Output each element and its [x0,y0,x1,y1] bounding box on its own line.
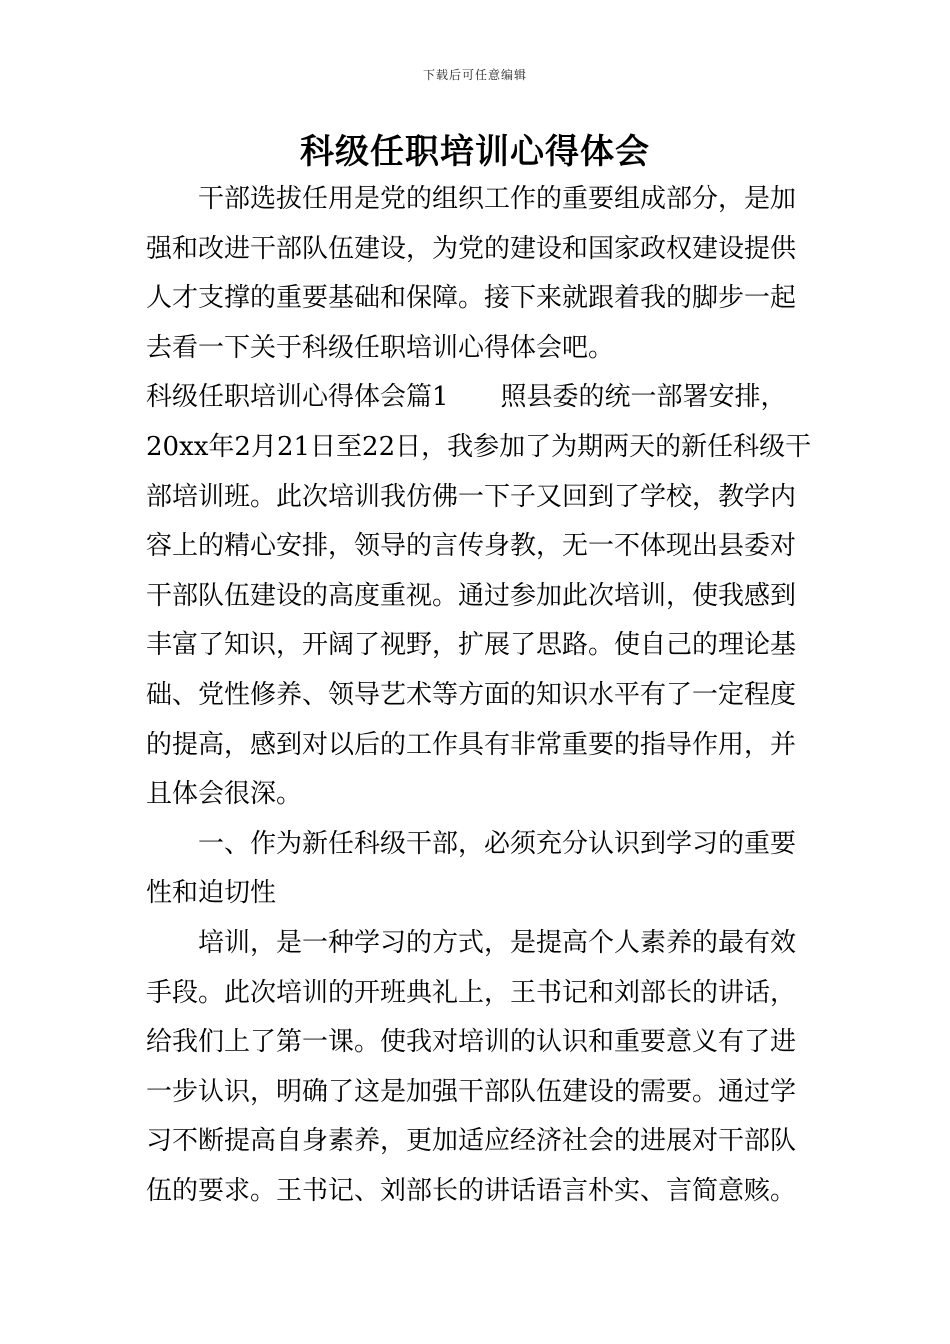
text-line: 丰富了知识，开阔了视野，扩展了思路。使自己的理论基 [146,630,797,661]
text-line: 部培训班。此次培训我仿佛一下子又回到了学校，教学内 [146,481,797,512]
text-line: 强和改进干部队伍建设，为党的建设和国家政权建设提供 [146,233,797,264]
text-line: 且体会很深。 [146,779,303,810]
text-line: 20xx年2月21日至22日，我参加了为期两天的新任科级干 [146,431,812,462]
document-body [146,175,816,1216]
text-line: 容上的精心安排，领导的言传身教，无一不体现出县委对 [146,531,797,562]
text-line: 干部选拔任用是党的组织工作的重要组成部分，是加 [198,184,797,214]
text-line: 伍的要求。王书记、刘部长的讲话语言朴实、言简意赅。 [146,1175,797,1206]
header-note: 下载后可任意编辑 [422,68,527,82]
text-line: 性和迫切性 [146,878,277,909]
text-line: 去看一下关于科级任职培训心得体会吧。 [146,332,615,363]
text-line: 人才支撑的重要基础和保障。接下来就跟着我的脚步一起 [146,283,797,314]
text-line: 一步认识，明确了这是加强干部队伍建设的需要。通过学 [146,1076,797,1107]
text-line: 一、作为新任科级干部，必须充分认识到学习的重要 [198,828,797,859]
document-title: 科级任职培训心得体会 [300,132,650,172]
text-line: 科级任职培训心得体会篇1 照县委的统一部署安排， [146,382,787,413]
text-line: 的提高，感到对以后的工作具有非常重要的指导作用，并 [146,729,797,760]
text-line: 手段。此次培训的开班典礼上，王书记和刘部长的讲话， [146,977,797,1008]
text-line: 干部队伍建设的高度重视。通过参加此次培训，使我感到 [146,580,797,611]
text-line: 培训，是一种学习的方式，是提高个人素养的最有效 [198,927,797,958]
text-line: 础、党性修养、领导艺术等方面的知识水平有了一定程度 [146,679,797,710]
text-line: 习不断提高自身素养，更加适应经济社会的进展对干部队 [146,1126,797,1157]
text-line: 给我们上了第一课。使我对培训的认识和重要意义有了进 [146,1027,797,1058]
